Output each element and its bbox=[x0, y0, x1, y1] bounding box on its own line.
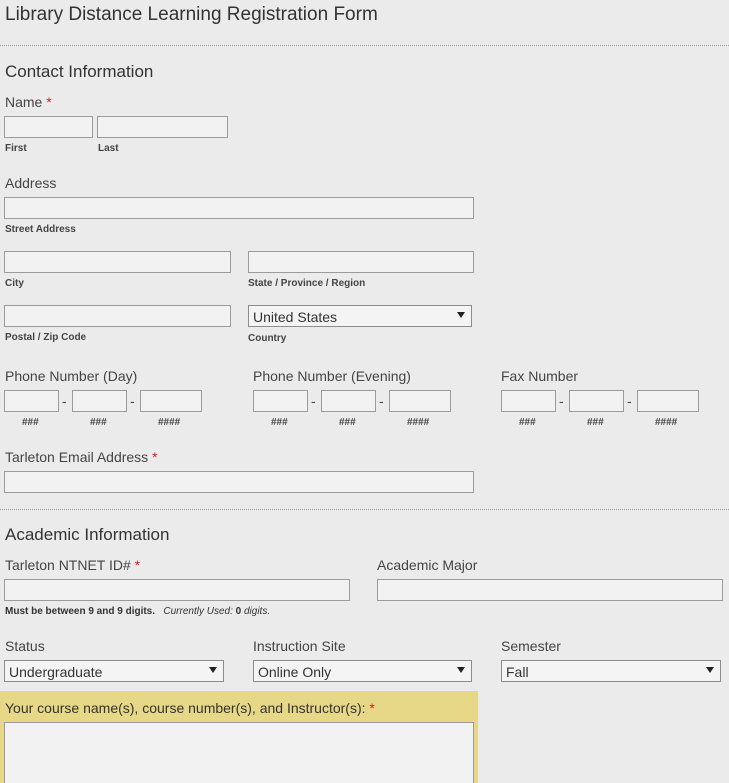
phone-separator: - bbox=[130, 393, 135, 409]
phone-separator: - bbox=[559, 393, 564, 409]
semester-select-value: Fall bbox=[506, 664, 529, 680]
phone-separator: - bbox=[627, 393, 632, 409]
chevron-down-icon bbox=[209, 667, 217, 673]
required-asterisk: * bbox=[46, 94, 52, 110]
phone-day-prefix-input[interactable] bbox=[72, 390, 127, 412]
contact-section-heading: Contact Information bbox=[5, 62, 154, 81]
fax-line-input[interactable] bbox=[637, 390, 699, 412]
address-label: Address bbox=[5, 175, 57, 191]
fax-area-input[interactable] bbox=[501, 390, 556, 412]
section-divider bbox=[0, 509, 729, 510]
academic-major-input[interactable] bbox=[377, 579, 723, 601]
email-label bbox=[5, 449, 158, 465]
form-title: Library Distance Learning Registration Form bbox=[5, 4, 378, 25]
name-label-text: Name bbox=[5, 94, 43, 110]
phone-evening-label: Phone Number (Evening) bbox=[253, 368, 411, 384]
semester-label: Semester bbox=[501, 638, 561, 654]
ntnet-hint bbox=[5, 606, 270, 617]
phone-evening-line-sub: #### bbox=[407, 417, 430, 428]
name-label bbox=[5, 94, 52, 110]
country-select-value: United States bbox=[253, 309, 338, 325]
last-sub-label: Last bbox=[98, 143, 119, 154]
country-select[interactable] bbox=[248, 305, 472, 327]
chevron-down-icon bbox=[457, 667, 465, 673]
course-textarea[interactable] bbox=[4, 722, 474, 783]
fax-line-sub: #### bbox=[655, 417, 678, 428]
ntnet-hint-prefix: Must be between 9 and 9 digits. bbox=[5, 606, 156, 617]
required-asterisk: * bbox=[369, 700, 375, 716]
state-input[interactable] bbox=[248, 251, 474, 273]
site-select-value: Online Only bbox=[258, 664, 332, 680]
state-sub-label: State / Province / Region bbox=[248, 278, 366, 289]
phone-day-label: Phone Number (Day) bbox=[5, 368, 138, 384]
phone-evening-prefix-sub: ### bbox=[339, 417, 356, 428]
country-sub-label: Country bbox=[248, 333, 287, 344]
semester-select[interactable] bbox=[501, 660, 721, 682]
street-address-input[interactable] bbox=[4, 197, 474, 219]
section-divider bbox=[0, 45, 729, 46]
status-select[interactable] bbox=[4, 660, 224, 682]
course-label-text: Your course name(s), course number(s), and Instructor(s): bbox=[5, 700, 366, 716]
fax-prefix-input[interactable] bbox=[569, 390, 624, 412]
status-select-value: Undergraduate bbox=[9, 664, 103, 680]
first-name-input[interactable] bbox=[4, 116, 93, 138]
phone-evening-area-input[interactable] bbox=[253, 390, 308, 412]
phone-day-area-input[interactable] bbox=[4, 390, 59, 412]
city-sub-label: City bbox=[5, 278, 24, 289]
site-label: Instruction Site bbox=[253, 638, 346, 654]
fax-area-sub: ### bbox=[519, 417, 536, 428]
phone-day-line-input[interactable] bbox=[140, 390, 202, 412]
phone-evening-area-sub: ### bbox=[271, 417, 288, 428]
ntnet-label bbox=[5, 557, 140, 573]
phone-separator: - bbox=[62, 393, 67, 409]
email-label-text: Tarleton Email Address bbox=[5, 449, 149, 465]
zip-input[interactable] bbox=[4, 305, 231, 327]
phone-day-line-sub: #### bbox=[158, 417, 181, 428]
phone-day-area-sub: ### bbox=[22, 417, 39, 428]
ntnet-hint-suffix: digits. bbox=[243, 606, 271, 617]
phone-separator: - bbox=[379, 393, 384, 409]
fax-label: Fax Number bbox=[501, 368, 579, 384]
major-label: Academic Major bbox=[377, 557, 478, 573]
phone-day-prefix-sub: ### bbox=[90, 417, 107, 428]
phone-evening-prefix-input[interactable] bbox=[321, 390, 376, 412]
instruction-site-select[interactable] bbox=[253, 660, 472, 682]
chevron-down-icon bbox=[457, 312, 465, 318]
ntnet-hint-used: Currently Used: bbox=[163, 606, 233, 617]
chevron-down-icon bbox=[706, 667, 714, 673]
street-sub-label: Street Address bbox=[5, 224, 76, 235]
zip-sub-label: Postal / Zip Code bbox=[5, 332, 87, 343]
academic-section-heading: Academic Information bbox=[5, 525, 170, 544]
ntnet-label-text: Tarleton NTNET ID# bbox=[5, 557, 131, 573]
first-sub-label: First bbox=[5, 143, 27, 154]
phone-separator: - bbox=[311, 393, 316, 409]
required-asterisk: * bbox=[134, 557, 141, 573]
required-asterisk: * bbox=[152, 449, 158, 465]
ntnet-id-input[interactable] bbox=[4, 579, 350, 601]
course-label bbox=[5, 700, 375, 716]
email-input[interactable] bbox=[4, 471, 474, 493]
city-input[interactable] bbox=[4, 251, 231, 273]
ntnet-hint-count: 0 bbox=[235, 606, 242, 617]
status-label: Status bbox=[5, 638, 45, 654]
last-name-input[interactable] bbox=[97, 116, 228, 138]
phone-evening-line-input[interactable] bbox=[389, 390, 451, 412]
fax-prefix-sub: ### bbox=[587, 417, 604, 428]
